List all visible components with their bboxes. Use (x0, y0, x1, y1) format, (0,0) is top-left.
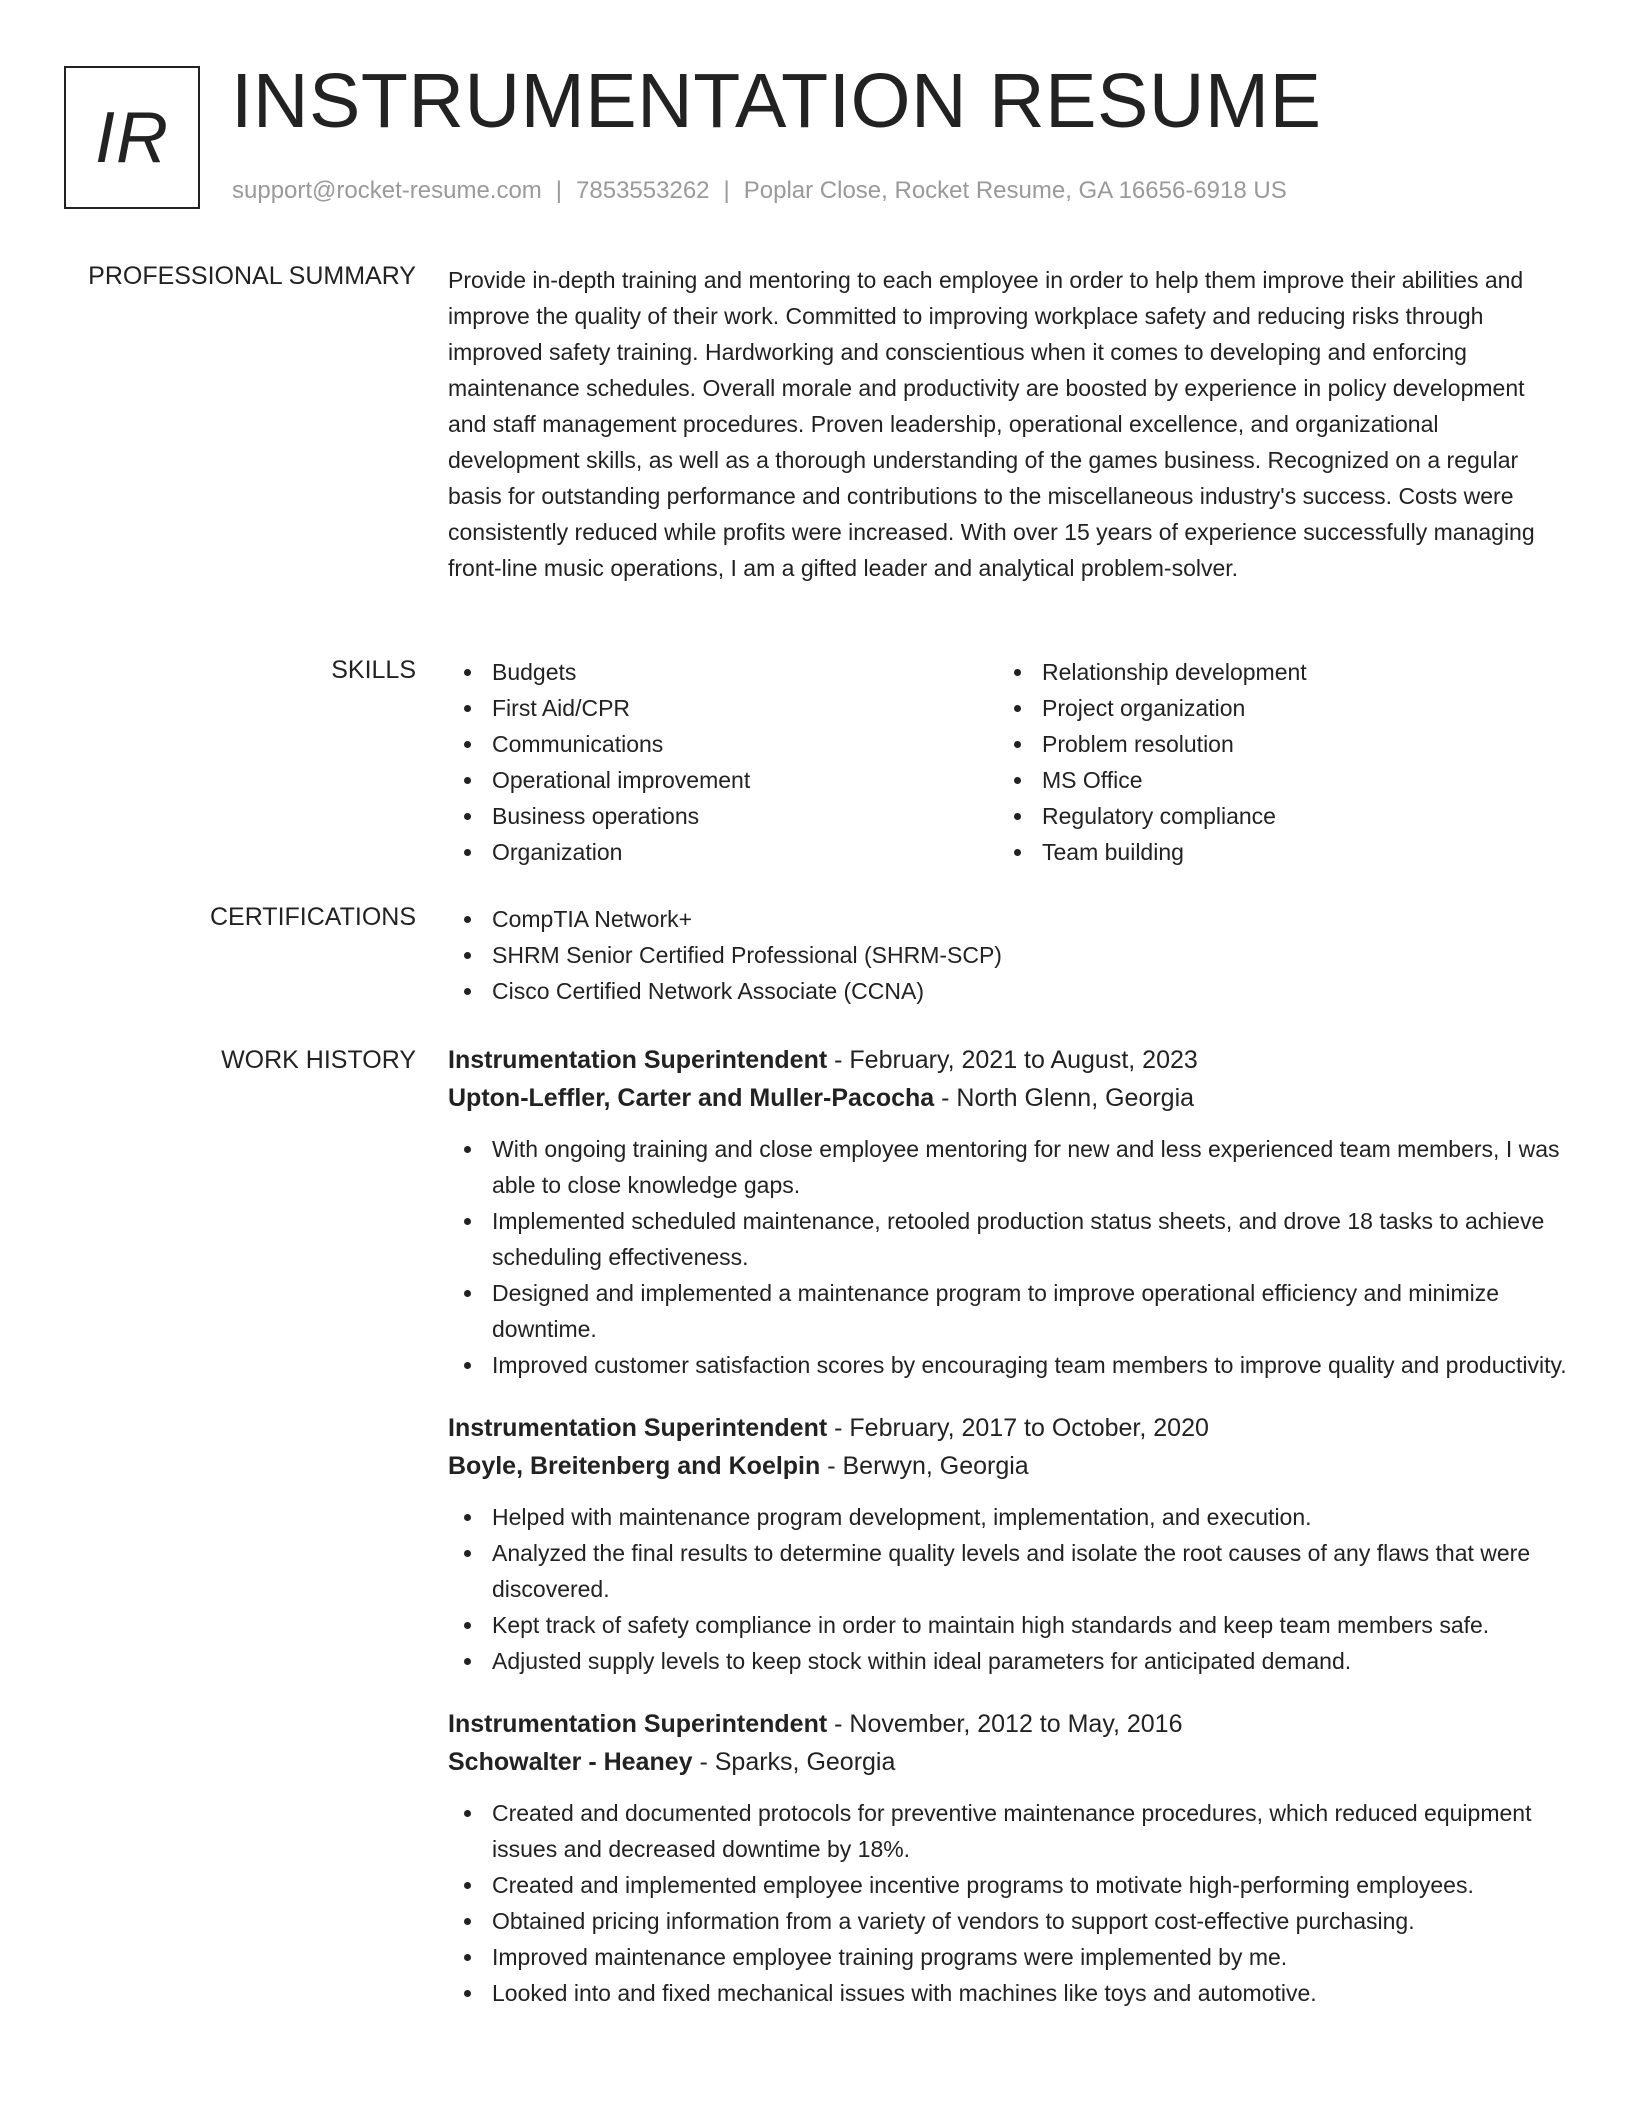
skills-body (448, 654, 1568, 870)
job-title: Instrumentation Superintendent (448, 1046, 828, 1074)
job-duties-list (448, 1131, 1568, 1383)
certifications-heading: CERTIFICATIONS (209, 903, 416, 931)
skill-item: MS Office (998, 762, 1548, 798)
work-history-heading: WORK HISTORY (221, 1046, 416, 1074)
skill-item: Business operations (448, 798, 998, 834)
skill-item: First Aid/CPR (448, 690, 998, 726)
job-company-line (448, 1743, 1568, 1781)
summary-heading: PROFESSIONAL SUMMARY (88, 262, 416, 290)
job-duty-item: Designed and implemented a maintenance program to improve operational efficiency and minimize downtime. (448, 1275, 1568, 1347)
job-location: - North Glenn, Georgia (934, 1084, 1195, 1112)
job-company: Boyle, Breitenberg and Koelpin (448, 1452, 821, 1480)
skill-item: Team building (998, 834, 1548, 870)
job-duty-item: Created and documented protocols for preventive maintenance procedures, which reduced equipment issues and decreased downtime by 18%. (448, 1795, 1568, 1867)
contact-address: Poplar Close, Rocket Resume, GA 16656-6918 US (743, 177, 1287, 204)
certifications-body (448, 901, 1568, 1009)
contact-email[interactable]: support@rocket-resume.com (232, 177, 542, 204)
job-duty-item: Implemented scheduled maintenance, retooled production status sheets, and drove 18 tasks to achieve scheduling effectiveness. (448, 1203, 1568, 1275)
certification-item: Cisco Certified Network Associate (CCNA) (448, 973, 1568, 1009)
job-duty-item: Improved customer satisfaction scores by encouraging team members to improve quality and productivity. (448, 1347, 1568, 1383)
job-duty-item: Adjusted supply levels to keep stock within ideal parameters for anticipated demand. (448, 1643, 1568, 1679)
job-duty-item: Analyzed the final results to determine quality levels and isolate the root causes of any flaws that were discovered. (448, 1535, 1568, 1607)
job-dates: - February, 2021 to August, 2023 (827, 1046, 1198, 1074)
job-company-line (448, 1079, 1568, 1117)
job-duty-item: Obtained pricing information from a variety of vendors to support cost-effective purchasing. (448, 1903, 1568, 1939)
job-company-line (448, 1447, 1568, 1485)
skill-item: Organization (448, 834, 998, 870)
job-title: Instrumentation Superintendent (448, 1414, 828, 1442)
skill-item: Operational improvement (448, 762, 998, 798)
job-duty-item: Kept track of safety compliance in order to maintain high standards and keep team members safe. (448, 1607, 1568, 1643)
job-duties-list (448, 1499, 1568, 1679)
contact-phone[interactable]: 7853553262 (576, 177, 710, 204)
skill-item: Relationship development (998, 654, 1548, 690)
job-title-line (448, 1041, 1568, 1079)
job-title-line (448, 1705, 1568, 1743)
job-duty-item: Improved maintenance employee training programs were implemented by me. (448, 1939, 1568, 1975)
job-dates: - November, 2012 to May, 2016 (827, 1710, 1183, 1738)
contact-separator: | (555, 177, 563, 204)
certification-item: CompTIA Network+ (448, 901, 1568, 937)
skill-item: Regulatory compliance (998, 798, 1548, 834)
job-entry (448, 1705, 1568, 2011)
job-duty-item: Looked into and fixed mechanical issues with machines like toys and automotive. (448, 1975, 1568, 2011)
job-duties-list (448, 1795, 1568, 2011)
skills-list-left (448, 654, 998, 870)
job-duty-item: Created and implemented employee incentive programs to motivate high-performing employees. (448, 1867, 1568, 1903)
certification-item: SHRM Senior Certified Professional (SHRM-SCP) (448, 937, 1568, 973)
job-title-line (448, 1409, 1568, 1447)
job-duty-item: Helped with maintenance program development, implementation, and execution. (448, 1499, 1568, 1535)
certifications-list (448, 901, 1568, 1009)
job-company: Schowalter - Heaney (448, 1748, 693, 1776)
skill-item: Budgets (448, 654, 998, 690)
job-location: - Sparks, Georgia (692, 1748, 896, 1776)
job-title: Instrumentation Superintendent (448, 1710, 828, 1738)
skill-item: Project organization (998, 690, 1548, 726)
job-dates: - February, 2017 to October, 2020 (827, 1414, 1209, 1442)
job-entry (448, 1409, 1568, 1679)
skills-heading: SKILLS (331, 656, 416, 684)
job-entry (448, 1041, 1568, 1383)
monogram-logo: IR (64, 66, 200, 209)
work-history-body (448, 1041, 1568, 2037)
page-title: INSTRUMENTATION RESUME (231, 58, 1322, 144)
job-location: - Berwyn, Georgia (820, 1452, 1029, 1480)
summary-text: Provide in-depth training and mentoring to each employee in order to help them improve their abilities and improve the quality of their work. Committed to improving workplace safety and reducing risks through improved safety training. Hardworking and conscientious when it comes to developing and enforcing maintenance schedules. Overall morale and productivity are boosted by experience in policy development and staff management procedures. Proven leadership, operational excellence, and organizational development skills, as well as a thorough understanding of the games business. Recognized on a regular basis for outstanding performance and contributions to the miscellaneous industry's success. Costs were consistently reduced while profits were increased. With over 15 years of experience successfully managing front-line music operations, I am a gifted leader and analytical problem-solver. (448, 267, 1535, 581)
skill-item: Problem resolution (998, 726, 1548, 762)
contact-separator: | (723, 177, 730, 204)
job-duty-item: With ongoing training and close employee mentoring for new and less experienced team members, I was able to close knowledge gaps. (448, 1131, 1568, 1203)
contact-line (232, 175, 1287, 207)
skills-list-right (998, 654, 1548, 870)
job-company: Upton-Leffler, Carter and Muller-Pacocha (448, 1084, 935, 1112)
skill-item: Communications (448, 726, 998, 762)
